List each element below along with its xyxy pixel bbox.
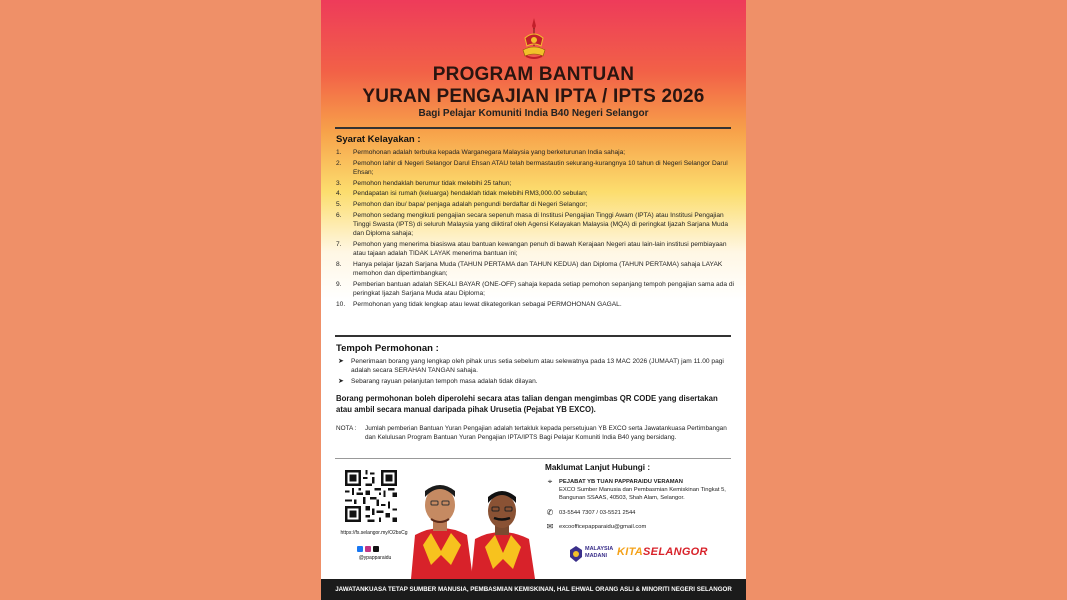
- list-item: 8. Hanya pelajar Ijazah Sarjana Muda (TAHUN PERTAMA dan TAHUN KEDUA) dan Diploma (TAHUN PERTAMA) sahaja LAYAK memohon dan dipertimbangkan;: [336, 260, 723, 277]
- social-handle: @ypapparaidu: [358, 555, 392, 561]
- qr-code-icon[interactable]: [343, 468, 399, 524]
- madani-logo-line2: MADANI: [585, 553, 607, 559]
- list-item: 9. Pemberian bantuan adalah SEKALI BAYAR (ONE-OFF) sahaja kepada setiap pemohon sepanjang tempoh pengajian sama ada di peringkat Ijazah Sarjana Muda atau Diploma;: [336, 280, 734, 297]
- syarat-heading: Syarat Kelayakan :: [336, 134, 421, 145]
- email-address[interactable]: excoofficepapparaidu@gmail.com: [559, 524, 647, 530]
- arrow-right-icon: ➤: [338, 358, 344, 365]
- poster-title-line2: YURAN PENGAJIAN IPTA / IPTS 2026: [362, 86, 705, 107]
- kita-selangor-logo: [617, 546, 708, 558]
- madani-logo-line1: MALAYSIA: [585, 546, 614, 552]
- list-item: 4. Pendapatan isi rumah (keluarga) hendaklah tidak melebihi RM3,000.00 sebulan;: [336, 190, 588, 198]
- list-item: ➤ Penerimaan borang yang lengkap oleh pihak urus setia sebelum atau selewatnya pada 13 MAC 2026 (JUMAAT) jam 11.00 pagi adalah secara SERAHAN TANGAN sahaja.: [338, 358, 724, 375]
- tiktok-icon[interactable]: [373, 546, 379, 552]
- malaysia-madani-logo: [569, 544, 615, 564]
- list-item: 1. Permohonan adalah terbuka kepada Warganegara Malaysia yang berketurunan India sahaja;: [336, 149, 626, 156]
- contact-heading: Maklumat Lanjut Hubungi :: [545, 463, 651, 472]
- email-row: [545, 523, 735, 531]
- divider: [335, 127, 731, 129]
- list-item: 7. Pemohon yang menerima biasiswa atau bantuan kewangan penuh di bawah Kerajaan Negeri atau lain-lain institusi pembiayaan atau tajaan adalah TIDAK LAYAK menerima bantuan ini;: [336, 240, 727, 258]
- office-address: EXCO Sumber Manusia dan Pembasmian Kemiskinan Tingkat 5, Bangunan SSAAS, 40503, Shah Alam, Selangor.: [559, 487, 726, 501]
- poster-subtitle: Bagi Pelajar Komuniti India B40 Negeri Selangor: [418, 108, 649, 119]
- footer-banner: JAWATANKUASA TETAP SUMBER MANUSIA, PEMBASMIAN KEMISKINAN, HAL EHWAL ORANG ASLI & MINORITI NEGERI SELANGOR: [321, 579, 746, 600]
- selangor-crest-icon: [519, 16, 549, 62]
- location-pin-icon: ⌖: [547, 477, 553, 486]
- tempoh-heading: Tempoh Permohonan :: [336, 343, 439, 354]
- phone-icon: ✆: [546, 508, 554, 517]
- facebook-icon[interactable]: [357, 546, 363, 552]
- list-item: 2. Pemohon lahir di Negeri Selangor Darul Ehsan ATAU telah bermastautin sekurang-kurangnya 10 tahun di Negeri Selangor Darul Ehsan;: [336, 159, 728, 176]
- list-item: 5. Pemohon dan ibu/ bapa/ penjaga adalah pengundi berdaftar di Negeri Selangor;: [336, 201, 588, 209]
- instagram-icon[interactable]: [365, 546, 371, 552]
- nota-label: NOTA :: [336, 425, 357, 432]
- madani-emblem-icon: [569, 545, 583, 563]
- list-item: ➤ Sebarang rayuan pelanjutan tempoh masa adalah tidak dilayan.: [338, 378, 538, 386]
- poster: [321, 0, 746, 600]
- office-name: PEJABAT YB TUAN PAPPARAIDU VERAMAN: [559, 479, 683, 485]
- qr-url[interactable]: https://fs.selangor.my/O2bsCg: [340, 530, 408, 536]
- list-item: 6. Pemohon sedang mengikuti pengajian secara sepenuh masa di Institusi Pengajian Tinggi Awam (IPTA) atau Institusi Pengajian Tinggi Swasta (IPTS) di seluruh Malaysia yang diiktiraf oleh Agensi Kelayakan Malaysia (MQA) di peringkat Ijazah Sarjana Muda dan Diploma sahaja;: [336, 211, 729, 238]
- requirements-list: [336, 148, 734, 310]
- phone-row: [545, 509, 735, 517]
- people-photo: [401, 455, 551, 579]
- list-item: 3. Pemohon hendaklah berumur tidak melebihi 25 tahun;: [336, 179, 512, 187]
- nota-text: Jumlah pemberian Bantuan Yuran Pengajian adalah tertakluk kepada persetujuan YB EXCO serta Jawatankuasa Pertimbangan dan Kelulusan Program Bantuan Yuran Pengajian IPTA/IPTS Bagi Pelajar Komuniti India B40 yang bersidang.: [365, 425, 727, 441]
- tempoh-list: [338, 357, 733, 389]
- divider: [335, 335, 731, 337]
- poster-title-line1: PROGRAM BANTUAN: [432, 64, 635, 85]
- selangor-logo-text: SELANGOR: [643, 546, 708, 558]
- mail-icon: ✉: [546, 522, 554, 531]
- office-row: [545, 478, 735, 502]
- nota: [336, 425, 734, 443]
- list-item: 10. Permohonan yang tidak lengkap atau lewat dikategorikan sebagai PERMOHONAN GAGAL.: [336, 300, 622, 308]
- borang-notice: Borang permohonan boleh diperolehi secara atas talian dengan mengimbas QR CODE yang disertakan atau ambil secara manual daripada pihak Urusetia (Pejabat YB EXCO).: [336, 394, 718, 414]
- phone-number[interactable]: 03-5544 7307 / 03-5521 2544: [559, 510, 636, 516]
- arrow-right-icon: ➤: [338, 378, 344, 386]
- kita-logo-text: KITA: [617, 546, 644, 558]
